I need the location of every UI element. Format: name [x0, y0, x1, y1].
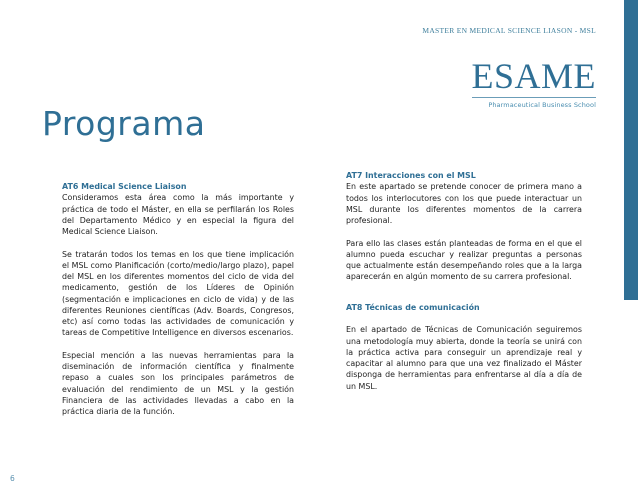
section-heading-at8: AT8 Técnicas de comunicación [346, 302, 480, 312]
brand-subtitle: Pharmaceutical Business School [488, 101, 596, 109]
paragraph: Consideramos esta área como la más importante y práctica de todo el Máster, en ella se perfilarán los Roles del Departamento Médico y en especial la figura del Medical Science Liaison. [62, 193, 294, 236]
left-column [62, 181, 294, 429]
paragraph: Para ello las clases están planteadas de forma en el que el alumno pueda escuchar y realizar preguntas a personas que actualmente están desempeñando roles que a la larga aparecerán en algún momento de su carrera profesional. [346, 238, 582, 282]
page-title: Programa [42, 104, 206, 143]
brand-logo-text: ESAME [471, 56, 596, 96]
brand-divider [472, 97, 596, 98]
brand-block [471, 58, 596, 109]
section-heading-at6: AT6 Medical Science Liaison [62, 182, 187, 191]
side-accent-bar [624, 0, 638, 300]
paragraph: En el apartado de Técnicas de Comunicación seguiremos una metodología muy abierta, donde la teoría se unirá con la práctica activa para conseguir un aprendizaje real y capacitar al alumno para que una vez finalizado el Máster disponga de herramientas para enfrentarse al día a día de un MSL. [346, 325, 582, 391]
section-heading-at7: AT7 Interacciones con el MSL [346, 171, 476, 180]
right-column [346, 170, 582, 403]
page-number: 6 [10, 474, 15, 483]
section-spacer [346, 294, 582, 302]
paragraph: En este apartado se pretende conocer de primera mano a todos los interlocutores con los que puede interactuar un MSL durante los diferentes momentos de la carrera profesional. [346, 182, 582, 225]
paragraph: Se tratarán todos los temas en los que tiene implicación el MSL como Planificación (corto/medio/largo plazo), papel del MSL en los diferentes momentos del ciclo de vida del medicamento, gestión de los Líderes de Opinión (segmentación e implicaciones en ciclo de vida) y de las diferentes Reuniones científicas (Adv. Boards, Congresos, etc) así como todas las actividades de comunicación y tareas de Competitive Intelligence en diversos escenarios. [62, 249, 294, 338]
heading-spacer [346, 313, 582, 324]
paragraph: Especial mención a las nuevas herramientas para la diseminación de información científica y finalmente repaso a cuales son los principales parámetros de evaluación del rendimiento de un MSL y la gestión Financiera de las actividades llevadas a cabo en la práctica diaria de la función. [62, 350, 294, 416]
running-header: MASTER EN MEDICAL SCIENCE LIASON - MSL [422, 26, 596, 35]
